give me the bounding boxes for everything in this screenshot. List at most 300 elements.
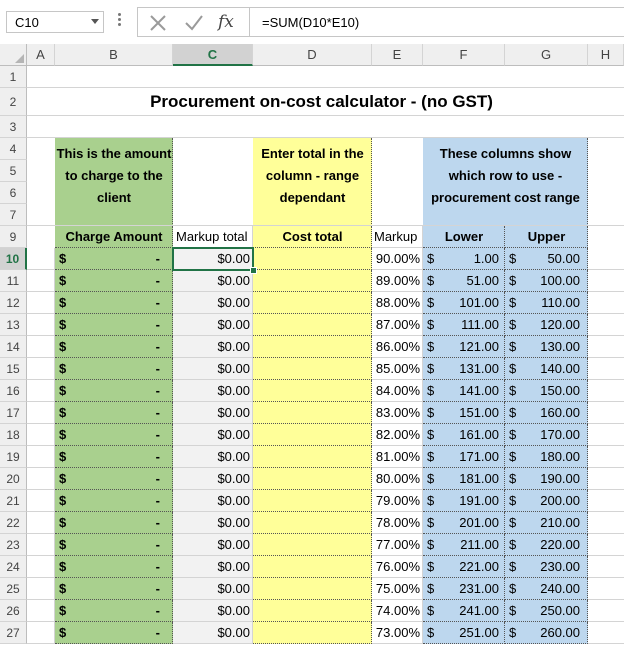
upper-value: 110.00	[541, 295, 580, 310]
lower-value: 241.00	[459, 603, 499, 618]
formula-input[interactable]	[249, 7, 624, 37]
cell-lower[interactable]	[423, 380, 505, 402]
row-header[interactable]: 7	[0, 204, 27, 226]
cell-lower[interactable]	[423, 446, 505, 468]
dollar-sign: $	[509, 493, 517, 508]
row-header[interactable]: 22	[0, 512, 27, 534]
lower-value: 251.00	[459, 625, 499, 640]
row-header[interactable]: 16	[0, 380, 27, 402]
cell-lower[interactable]	[423, 512, 505, 534]
cell-a[interactable]	[27, 446, 55, 468]
lower-value: 191.00	[459, 493, 499, 508]
cell-a[interactable]	[27, 248, 55, 270]
cell-markup-total[interactable]: $0.00	[173, 358, 253, 380]
lower-value: 151.00	[459, 405, 499, 420]
charge-value: -	[155, 559, 160, 574]
cell-a[interactable]	[27, 292, 55, 314]
dollar-sign: $	[509, 339, 517, 354]
cell-a[interactable]	[27, 556, 55, 578]
page-title: Procurement on-cost calculator - (no GST)	[150, 92, 493, 111]
upper-value: 50.00	[547, 251, 580, 266]
row-header[interactable]: 19	[0, 446, 27, 468]
cell-upper[interactable]	[505, 424, 588, 446]
cell-h[interactable]	[588, 534, 624, 556]
column-header-b[interactable]: B	[55, 44, 173, 66]
cell-cost-total-input[interactable]	[253, 622, 372, 644]
cell-h[interactable]	[588, 292, 624, 314]
charge-value: -	[155, 405, 160, 420]
cell-charge-amount[interactable]	[55, 446, 173, 468]
cell-a[interactable]	[27, 622, 55, 644]
cell-lower[interactable]	[423, 556, 505, 578]
cell-markup-percent[interactable]: 76.00%	[372, 556, 423, 578]
more-options-icon[interactable]	[118, 13, 121, 29]
cell-markup-percent[interactable]: 73.00%	[372, 622, 423, 644]
grid-row-3[interactable]	[27, 116, 624, 138]
column-header-c[interactable]: C	[173, 44, 253, 66]
cell-h[interactable]	[588, 248, 624, 270]
cell-markup-percent[interactable]: 77.00%	[372, 534, 423, 556]
dollar-sign: $	[509, 317, 517, 332]
row-header[interactable]: 4	[0, 138, 27, 160]
cell-a[interactable]	[27, 358, 55, 380]
cell-upper[interactable]	[505, 446, 588, 468]
row-header[interactable]: 6	[0, 182, 27, 204]
cell-markup-total[interactable]: $0.00	[173, 468, 253, 490]
cell-cost-total-input[interactable]	[253, 468, 372, 490]
cell-upper[interactable]	[505, 600, 588, 622]
cell-markup-total[interactable]: $0.00	[173, 292, 253, 314]
header-markup[interactable]	[372, 226, 423, 248]
name-box[interactable]	[6, 11, 104, 33]
row-header[interactable]: 26	[0, 600, 27, 622]
cell-upper[interactable]	[505, 248, 588, 270]
cell-markup-percent[interactable]: 75.00%	[372, 578, 423, 600]
cell-h[interactable]	[588, 380, 624, 402]
dollar-sign: $	[59, 603, 67, 618]
row-header[interactable]: 14	[0, 336, 27, 358]
dollar-sign: $	[427, 515, 435, 530]
cell-h[interactable]	[588, 358, 624, 380]
cell-cost-total-input[interactable]	[253, 578, 372, 600]
cell-markup-percent[interactable]: 84.00%	[372, 380, 423, 402]
cell-markup-total[interactable]: $0.00	[173, 402, 253, 424]
dollar-sign: $	[427, 449, 435, 464]
cell-cost-total-input[interactable]	[253, 512, 372, 534]
cell-lower[interactable]	[423, 534, 505, 556]
dollar-sign: $	[427, 295, 435, 310]
cell-lower[interactable]	[423, 248, 505, 270]
lower-value: 131.00	[459, 361, 499, 376]
cell-markup-total[interactable]: $0.00	[173, 270, 253, 292]
cell-lower[interactable]	[423, 600, 505, 622]
header-c-label: Markup total	[176, 229, 248, 244]
cell-charge-amount[interactable]	[55, 622, 173, 644]
charge-value: -	[155, 515, 160, 530]
cell-cost-total-input[interactable]	[253, 380, 372, 402]
lower-value: 171.00	[459, 449, 499, 464]
header-e-label: Markup	[374, 229, 418, 244]
cell-lower[interactable]	[423, 622, 505, 644]
cell-lower[interactable]	[423, 292, 505, 314]
cell-cost-total-input[interactable]	[253, 292, 372, 314]
dollar-sign: $	[427, 471, 435, 486]
cell-markup-total[interactable]: $0.00	[173, 600, 253, 622]
cell-markup-total[interactable]: $0.00	[173, 512, 253, 534]
cell-markup-total[interactable]: $0.00	[173, 578, 253, 600]
cell-upper[interactable]	[505, 578, 588, 600]
cell-a[interactable]	[27, 534, 55, 556]
dollar-sign: $	[509, 251, 517, 266]
charge-value: -	[155, 339, 160, 354]
upper-value: 120.00	[540, 317, 580, 332]
dollar-sign: $	[59, 361, 67, 376]
lower-value: 211.00	[460, 537, 499, 552]
charge-value: -	[155, 493, 160, 508]
cell-cost-total-input[interactable]	[253, 490, 372, 512]
cell-charge-amount[interactable]	[55, 556, 173, 578]
cell-h[interactable]	[588, 578, 624, 600]
cell-upper[interactable]	[505, 358, 588, 380]
lower-value: 101.00	[459, 295, 499, 310]
row-header[interactable]: 24	[0, 556, 27, 578]
dollar-sign: $	[427, 493, 435, 508]
upper-value: 220.00	[540, 537, 580, 552]
fx-label: fx	[218, 12, 234, 32]
formula-bar	[0, 0, 624, 45]
cell-h[interactable]	[588, 270, 624, 292]
cell-cost-total-input[interactable]	[253, 270, 372, 292]
lower-value: 231.00	[459, 581, 499, 596]
upper-value: 250.00	[540, 603, 580, 618]
cell-lower[interactable]	[423, 578, 505, 600]
charge-value: -	[155, 471, 160, 486]
cell-charge-amount[interactable]	[55, 490, 173, 512]
spreadsheet-grid	[0, 44, 624, 647]
cell-cost-total-input[interactable]	[253, 556, 372, 578]
cell-h[interactable]	[588, 622, 624, 644]
cell-cost-total-input[interactable]	[253, 534, 372, 556]
dollar-sign: $	[509, 361, 517, 376]
dollar-sign: $	[509, 449, 517, 464]
cell-markup-percent[interactable]: 85.00%	[372, 358, 423, 380]
charge-value: -	[155, 251, 160, 266]
cell-upper[interactable]	[505, 512, 588, 534]
dollar-sign: $	[59, 471, 67, 486]
cell-charge-amount[interactable]	[55, 402, 173, 424]
cell-lower[interactable]	[423, 358, 505, 380]
cell-lower[interactable]	[423, 424, 505, 446]
cell-charge-amount[interactable]	[55, 380, 173, 402]
column-header-a[interactable]: A	[27, 44, 55, 66]
cell-markup-total[interactable]: $0.00	[173, 556, 253, 578]
cell-upper[interactable]	[505, 314, 588, 336]
dollar-sign: $	[59, 339, 67, 354]
row-header[interactable]: 2	[0, 88, 27, 116]
row-header[interactable]: 18	[0, 424, 27, 446]
formula-buttons	[137, 7, 249, 37]
row-header[interactable]: 17	[0, 402, 27, 424]
dollar-sign: $	[509, 581, 517, 596]
row-header[interactable]: 21	[0, 490, 27, 512]
cell-charge-amount[interactable]	[55, 270, 173, 292]
dollar-sign: $	[509, 471, 517, 486]
cell-markup-total[interactable]: $0.00	[173, 248, 253, 270]
cell-h[interactable]	[588, 468, 624, 490]
cell-h[interactable]	[588, 512, 624, 534]
cell-markup-total[interactable]: $0.00	[173, 314, 253, 336]
row-header[interactable]: 23	[0, 534, 27, 556]
upper-value: 130.00	[540, 339, 580, 354]
dollar-sign: $	[509, 515, 517, 530]
close-icon[interactable]	[146, 12, 170, 34]
cell-cost-total-input[interactable]	[253, 336, 372, 358]
charge-value: -	[155, 383, 160, 398]
charge-value: -	[155, 625, 160, 640]
cell-charge-amount[interactable]	[55, 314, 173, 336]
cell-a[interactable]	[27, 314, 55, 336]
cell-markup-percent[interactable]: 80.00%	[372, 468, 423, 490]
lower-value: 181.00	[459, 471, 499, 486]
cell-a[interactable]	[27, 578, 55, 600]
lower-value: 141.00	[459, 383, 499, 398]
cell-charge-amount[interactable]	[55, 578, 173, 600]
dollar-sign: $	[509, 603, 517, 618]
dollar-sign: $	[427, 427, 435, 442]
cell-a[interactable]	[27, 424, 55, 446]
cell-h[interactable]	[588, 490, 624, 512]
cell-markup-percent[interactable]: 82.00%	[372, 424, 423, 446]
cell-markup-percent[interactable]: 79.00%	[372, 490, 423, 512]
cell-a[interactable]	[27, 270, 55, 292]
cell-upper[interactable]	[505, 468, 588, 490]
dollar-sign: $	[427, 603, 435, 618]
cell-markup-total[interactable]: $0.00	[173, 446, 253, 468]
cell-lower[interactable]	[423, 270, 505, 292]
row-header[interactable]: 9	[0, 226, 27, 248]
cell-markup-total[interactable]: $0.00	[173, 424, 253, 446]
row-header[interactable]: 20	[0, 468, 27, 490]
cell-h[interactable]	[588, 600, 624, 622]
charge-value: -	[155, 361, 160, 376]
cell-cost-total-input[interactable]	[253, 358, 372, 380]
cell-h[interactable]	[588, 314, 624, 336]
cell-upper[interactable]	[505, 270, 588, 292]
dollar-sign: $	[59, 515, 67, 530]
dollar-sign: $	[427, 559, 435, 574]
dollar-sign: $	[427, 383, 435, 398]
row-header[interactable]: 3	[0, 116, 27, 138]
dollar-sign: $	[509, 405, 517, 420]
cell-cost-total-input[interactable]	[253, 424, 372, 446]
header-f-label: Lower	[444, 229, 484, 244]
cell-charge-amount[interactable]	[55, 468, 173, 490]
upper-value: 190.00	[540, 471, 580, 486]
cell-markup-percent[interactable]: 81.00%	[372, 446, 423, 468]
cell-lower[interactable]	[423, 490, 505, 512]
cell-cost-total-input[interactable]	[253, 314, 372, 336]
cell-charge-amount[interactable]	[55, 534, 173, 556]
cell-markup-percent[interactable]: 89.00%	[372, 270, 423, 292]
dollar-sign: $	[59, 251, 67, 266]
cell-markup-percent[interactable]: 87.00%	[372, 314, 423, 336]
dollar-sign: $	[427, 537, 435, 552]
cell-lower[interactable]	[423, 314, 505, 336]
row-header[interactable]: 5	[0, 160, 27, 182]
dollar-sign: $	[59, 273, 67, 288]
header-markup-total[interactable]	[173, 226, 253, 248]
charge-value: -	[155, 449, 160, 464]
cell-upper[interactable]	[505, 380, 588, 402]
cell-cost-total-input[interactable]	[253, 600, 372, 622]
charge-value: -	[155, 537, 160, 552]
column-header-g[interactable]: G	[505, 44, 588, 66]
row-header[interactable]: 11	[0, 270, 27, 292]
cell-a[interactable]	[27, 336, 55, 358]
cell-cost-total-input[interactable]	[253, 402, 372, 424]
cell-charge-amount[interactable]	[55, 512, 173, 534]
cell-a[interactable]	[27, 512, 55, 534]
cell-lower[interactable]	[423, 402, 505, 424]
row-header[interactable]: 25	[0, 578, 27, 600]
cell-markup-total[interactable]: $0.00	[173, 490, 253, 512]
dollar-sign: $	[427, 339, 435, 354]
select-all-corner[interactable]	[0, 44, 27, 66]
row-header[interactable]: 10	[0, 248, 27, 270]
cell-charge-amount[interactable]	[55, 358, 173, 380]
dollar-sign: $	[59, 537, 67, 552]
charge-value: -	[155, 427, 160, 442]
cell-markup-total[interactable]: $0.00	[173, 534, 253, 556]
cell-markup-percent[interactable]: 78.00%	[372, 512, 423, 534]
cell-a[interactable]	[27, 402, 55, 424]
dollar-sign: $	[509, 559, 517, 574]
fill-handle[interactable]	[250, 267, 257, 274]
dollar-sign: $	[59, 427, 67, 442]
cell-charge-amount[interactable]	[55, 336, 173, 358]
cell-cost-total-input[interactable]	[253, 248, 372, 270]
lower-value: 201.00	[459, 515, 499, 530]
header-lower[interactable]	[423, 226, 505, 248]
dollar-sign: $	[59, 295, 67, 310]
cell-lower[interactable]	[423, 468, 505, 490]
dollar-sign: $	[427, 317, 435, 332]
dollar-sign: $	[509, 427, 517, 442]
cell-charge-amount[interactable]	[55, 424, 173, 446]
cell-upper[interactable]	[505, 336, 588, 358]
row-header[interactable]: 27	[0, 622, 27, 644]
cell-a[interactable]	[27, 468, 55, 490]
dollar-sign: $	[59, 559, 67, 574]
row-header[interactable]: 12	[0, 292, 27, 314]
chevron-down-icon[interactable]	[91, 19, 99, 24]
cell-markup-total[interactable]: $0.00	[173, 622, 253, 644]
cell-h[interactable]	[588, 446, 624, 468]
dollar-sign: $	[427, 405, 435, 420]
cell-upper[interactable]	[505, 534, 588, 556]
column-header-h[interactable]: H	[588, 44, 624, 66]
upper-value: 240.00	[540, 581, 580, 596]
dollar-sign: $	[509, 625, 517, 640]
fx-icon[interactable]	[218, 12, 242, 34]
lower-value: 121.00	[459, 339, 499, 354]
cell-lower[interactable]	[423, 336, 505, 358]
cell-upper[interactable]	[505, 402, 588, 424]
dollar-sign: $	[59, 405, 67, 420]
row-header[interactable]: 13	[0, 314, 27, 336]
cell-upper[interactable]	[505, 556, 588, 578]
cell-charge-amount[interactable]	[55, 292, 173, 314]
header-g-label: Upper	[527, 229, 566, 244]
lower-value: 161.00	[459, 427, 499, 442]
column-header-d[interactable]: D	[253, 44, 372, 66]
column-header-f[interactable]: F	[423, 44, 505, 66]
charge-value: -	[155, 273, 160, 288]
cell-charge-amount[interactable]	[55, 600, 173, 622]
upper-value: 160.00	[540, 405, 580, 420]
dollar-sign: $	[59, 493, 67, 508]
header-b-label: Charge Amount	[65, 229, 163, 244]
charge-value: -	[155, 295, 160, 310]
dollar-sign: $	[509, 273, 517, 288]
check-icon[interactable]	[182, 12, 206, 34]
yellow-box-text: Enter total in the column - range dependant	[261, 146, 364, 205]
lower-value: 1.00	[473, 251, 499, 266]
name-box-value: C10	[15, 15, 39, 30]
row-header[interactable]: 15	[0, 358, 27, 380]
cell-markup-percent[interactable]: 86.00%	[372, 336, 423, 358]
cell-h[interactable]	[588, 556, 624, 578]
cell-markup-percent[interactable]: 90.00%	[372, 248, 423, 270]
cell-h[interactable]	[588, 336, 624, 358]
grid-row-1[interactable]	[27, 66, 624, 88]
cell-upper[interactable]	[505, 292, 588, 314]
dollar-sign: $	[509, 383, 517, 398]
dollar-sign: $	[509, 295, 517, 310]
cell-h[interactable]	[588, 402, 624, 424]
lower-value: 51.00	[466, 273, 499, 288]
cell-a[interactable]	[27, 380, 55, 402]
dollar-sign: $	[509, 537, 517, 552]
cell-upper[interactable]	[505, 622, 588, 644]
row-header[interactable]: 1	[0, 66, 27, 88]
dollar-sign: $	[427, 581, 435, 596]
header-d-label: Cost total	[282, 229, 343, 244]
cell-markup-total[interactable]: $0.00	[173, 380, 253, 402]
cell-h[interactable]	[588, 424, 624, 446]
cell-charge-amount[interactable]	[55, 248, 173, 270]
cell-a[interactable]	[27, 490, 55, 512]
upper-value: 210.00	[540, 515, 580, 530]
header-upper[interactable]	[505, 226, 588, 248]
column-header-e[interactable]: E	[372, 44, 423, 66]
cell-markup-total[interactable]: $0.00	[173, 336, 253, 358]
cell-markup-percent[interactable]: 88.00%	[372, 292, 423, 314]
cell-cost-total-input[interactable]	[253, 446, 372, 468]
cell-markup-percent[interactable]: 83.00%	[372, 402, 423, 424]
cell-a[interactable]	[27, 600, 55, 622]
active-cell-selection[interactable]	[172, 247, 254, 271]
upper-value: 170.00	[540, 427, 580, 442]
cell-upper[interactable]	[505, 490, 588, 512]
header-charge-amount[interactable]	[55, 226, 173, 248]
upper-value: 150.00	[540, 383, 580, 398]
dollar-sign: $	[427, 625, 435, 640]
green-box-text: This is the amount to charge to the client	[56, 146, 172, 205]
cell-markup-percent[interactable]: 74.00%	[372, 600, 423, 622]
header-cost-total[interactable]	[253, 226, 372, 248]
dollar-sign: $	[59, 449, 67, 464]
